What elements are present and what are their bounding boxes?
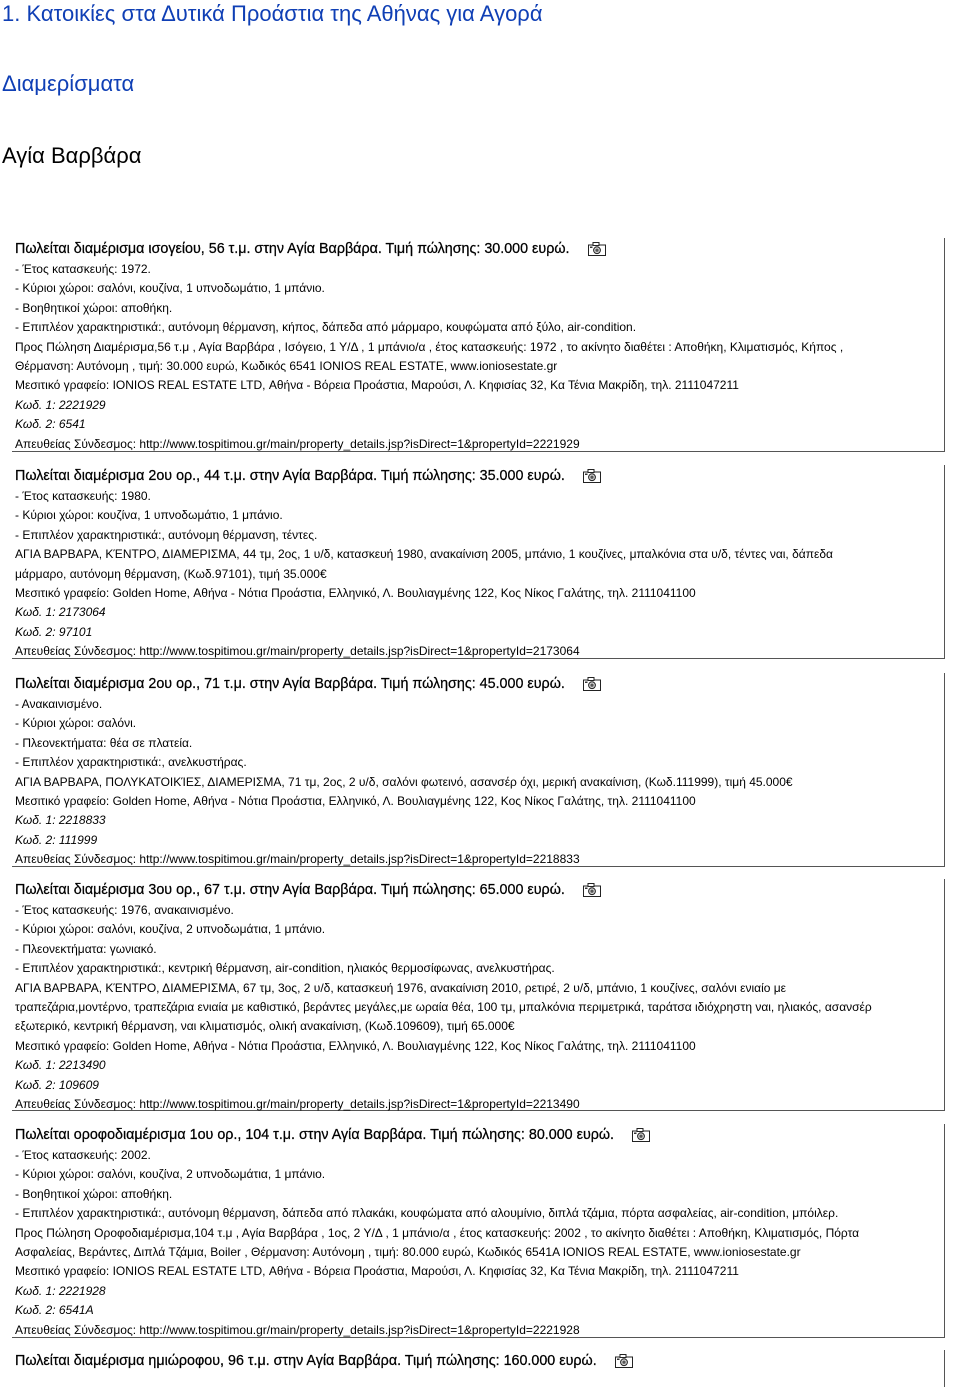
listing-line: - Κύριοι χώροι: σαλόνι. bbox=[15, 716, 137, 731]
listing-title-text: Πωλείται διαμέρισμα 3ου ορ., 67 τ.μ. στην Αγία Βαρβάρα. Τιμή πώλησης: 65.000 ευρώ. bbox=[15, 882, 565, 898]
listing-title bbox=[15, 238, 944, 260]
listing-code-2: Κωδ. 2: 109609 bbox=[15, 1077, 99, 1092]
listing-direct-link[interactable]: Απευθείας Σύνδεσμος: http://www.tospitimou.gr/main/property_details.jsp?isDirect=1&propertyId=2221928 bbox=[15, 1322, 580, 1337]
camera-icon[interactable] bbox=[583, 677, 601, 691]
camera-icon[interactable] bbox=[615, 1354, 633, 1368]
listing-title-text: Πωλείται διαμέρισμα ημιώροφου, 96 τ.μ. στην Αγία Βαρβάρα. Τιμή πώλησης: 160.000 ευρώ. bbox=[15, 1353, 597, 1369]
listing-title bbox=[15, 465, 944, 487]
listing-code-2: Κωδ. 2: 111999 bbox=[15, 832, 98, 847]
listing-code-1: Κωδ. 1: 2218833 bbox=[15, 813, 106, 828]
listing-line: Θέρμανση: Αυτόνομη , τιμή: 30.000 ευρώ, Κωδικός 6541 IONIOS REAL ESTATE, www.ioniosestate.gr bbox=[15, 359, 558, 374]
listing-title bbox=[15, 879, 944, 901]
listing-line: - Πλεονεκτήματα: γωνιακό. bbox=[15, 941, 157, 956]
listing-line: - Έτος κατασκευής: 2002. bbox=[15, 1148, 151, 1162]
listing-card bbox=[12, 238, 945, 452]
listing-line: - Βοηθητικοί χώροι: αποθήκη. bbox=[15, 300, 173, 315]
listing-title-text: Πωλείται οροφοδιαμέρισμα 1ου ορ., 104 τ.μ. στην Αγία Βαρβάρα. Τιμή πώλησης: 80.000 ευρώ. bbox=[15, 1127, 615, 1143]
listing-title bbox=[15, 1350, 944, 1372]
listing-line: - Κύριοι χώροι: σαλόνι, κουζίνα, 1 υπνοδωμάτιο, 1 μπάνιο. bbox=[15, 281, 325, 296]
camera-icon[interactable] bbox=[583, 883, 601, 897]
listing-card bbox=[12, 673, 945, 867]
listing-card bbox=[12, 1350, 945, 1387]
category-heading: Διαμερίσματα bbox=[2, 71, 135, 96]
camera-icon[interactable] bbox=[632, 1128, 650, 1142]
listing-direct-link[interactable]: Απευθείας Σύνδεσμος: http://www.tospitimou.gr/main/property_details.jsp?isDirect=1&propertyId=2173064 bbox=[15, 644, 580, 659]
listing-line: ΑΓΙΑ ΒΑΡΒΑΡΑ, ΠΟΛΥΚΑΤΟΙΚΊΕΣ, ΔΙΑΜΕΡΙΣΜΑ, 71 τμ, 2ος, 2 υ/δ, σαλόνι φωτεινό, ασανσέρ όχι, μερική ανακαίνιση, (Κωδ.111999), τιμή 45.000€ bbox=[15, 774, 793, 789]
listing-title bbox=[15, 673, 944, 695]
listing-line: Προς Πώληση Οροφοδιαμέρισμα,104 τ.μ , Αγία Βαρβάρα , 1ος, 2 Υ/Δ , 1 μπάνιο/α , έτος κατασκευής: 2002 , το ακίνητο διαθέτει : Αποθήκη, Κλιματισμός, Πόρτα bbox=[15, 1225, 860, 1240]
listing-line: εξωτερικό, κεντρική θέρμανση, ναι κλιματισμός, ολική ανακαίνιση, (Κωδ.109609), τιμή 65.000€ bbox=[15, 1019, 515, 1034]
listing-title bbox=[15, 1124, 944, 1146]
listing-title-text: Πωλείται διαμέρισμα 2ου ορ., 71 τ.μ. στην Αγία Βαρβάρα. Τιμή πώλησης: 45.000 ευρώ. bbox=[15, 676, 565, 692]
listing-line: - Έτος κατασκευής: 1980. bbox=[15, 489, 151, 503]
listing-code-2: Κωδ. 2: 6541Α bbox=[15, 1303, 94, 1318]
area-heading: Αγία Βαρβάρα bbox=[2, 143, 142, 168]
camera-icon[interactable] bbox=[588, 242, 606, 256]
listing-line: - Κύριοι χώροι: κουζίνα, 1 υπνοδωμάτιο, 1 μπάνιο. bbox=[15, 508, 283, 523]
camera-icon[interactable] bbox=[583, 469, 601, 483]
listing-line: ΑΓΙΑ ΒΑΡΒΑΡΑ, ΚΈΝΤΡΟ, ΔΙΑΜΕΡΙΣΜΑ, 44 τμ, 2ος, 1 υ/δ, κατασκευή 1980, ανακαίνιση 2005, μπάνιο, 1 κουζίνες, μπαλκόνια στα υ/δ, τέντες ναι, δάπεδα bbox=[15, 547, 833, 562]
listing-line: - Πλεονεκτήματα: θέα σε πλατεία. bbox=[15, 735, 193, 750]
listing-line: μάρμαρο, αυτόνομη θέρμανση, (Κωδ.97101), τιμή 35.000€ bbox=[15, 566, 327, 581]
listing-line: - Κύριοι χώροι: σαλόνι, κουζίνα, 2 υπνοδωμάτια, 1 μπάνιο. bbox=[15, 1167, 326, 1182]
listing-line: - Βοηθητικοί χώροι: αποθήκη. bbox=[15, 1186, 173, 1201]
listing-direct-link[interactable]: Απευθείας Σύνδεσμος: http://www.tospitimou.gr/main/property_details.jsp?isDirect=1&propertyId=2221929 bbox=[15, 436, 580, 451]
listing-line: - Επιπλέον χαρακτηριστικά:, κεντρική θέρμανση, air-condition, ηλιακός θερμοσίφωνας, ανελκυστήρας. bbox=[15, 961, 555, 976]
listing-code-2: Κωδ. 2: 6541 bbox=[15, 417, 86, 432]
listing-line: - Επιπλέον χαρακτηριστικά:, ανελκυστήρας. bbox=[15, 755, 247, 770]
listing-line: Μεσιτικό γραφείο: IONIOS REAL ESTATE LTD, Αθήνα - Βόρεια Προάστια, Μαρούσι, Λ. Κηφισίας 32, Κα Τένια Μακρίδη, τηλ. 2111047211 bbox=[15, 1264, 739, 1279]
listing-line: - Έτος κατασκευής: 1972. bbox=[15, 262, 151, 276]
listing-line: Μεσιτικό γραφείο: IONIOS REAL ESTATE LTD, Αθήνα - Βόρεια Προάστια, Μαρούσι, Λ. Κηφισίας 32, Κα Τένια Μακρίδη, τηλ. 2111047211 bbox=[15, 378, 739, 393]
listing-line: Μεσιτικό γραφείο: Golden Home, Αθήνα - Νότια Προάστια, Ελληνικό, Λ. Βουλιαγμένης 122, Κος Νίκος Γαλάτης, τηλ. 2111041100 bbox=[15, 1038, 696, 1053]
listing-line: Μεσιτικό γραφείο: Golden Home, Αθήνα - Νότια Προάστια, Ελληνικό, Λ. Βουλιαγμένης 122, Κος Νίκος Γαλάτης, τηλ. 2111041100 bbox=[15, 586, 696, 601]
listing-line: ΑΓΙΑ ΒΑΡΒΑΡΑ, ΚΈΝΤΡΟ, ΔΙΑΜΕΡΙΣΜΑ, 67 τμ, 3ος, 2 υ/δ, κατασκευή 1976, ανακαίνιση 2010, ρετιρέ, 2 υ/δ, μπάνιο, 1 κουζίνες, σαλόνι ενιαίο με bbox=[15, 980, 787, 995]
listing-line: - Κύριοι χώροι: σαλόνι, κουζίνα, 2 υπνοδωμάτια, 1 μπάνιο. bbox=[15, 922, 326, 937]
listing-line: - Επιπλέον χαρακτηριστικά:, αυτόνομη θέρμανση, κήπος, δάπεδα από μάρμαρο, κουφώματα από ξύλο, air-condition. bbox=[15, 320, 637, 335]
listing-direct-link[interactable]: Απευθείας Σύνδεσμος: http://www.tospitimou.gr/main/property_details.jsp?isDirect=1&propertyId=2213490 bbox=[15, 1097, 580, 1112]
listing-line: Προς Πώληση Διαμέρισμα,56 τ.μ , Αγία Βαρβάρα , Ισόγειο, 1 Υ/Δ , 1 μπάνιο/α , έτος κατασκευής: 1972 , το ακίνητο διαθέτει : Αποθήκη, Κλιματισμός, Κήπος , bbox=[15, 339, 844, 354]
listing-card bbox=[12, 1124, 945, 1338]
listing-line: - Επιπλέον χαρακτηριστικά:, αυτόνομη θέρμανση, τέντες. bbox=[15, 527, 318, 542]
listing-card bbox=[12, 465, 945, 659]
listing-code-1: Κωδ. 1: 2213490 bbox=[15, 1058, 106, 1073]
listing-line: Μεσιτικό γραφείο: Golden Home, Αθήνα - Νότια Προάστια, Ελληνικό, Λ. Βουλιαγμένης 122, Κος Νίκος Γαλάτης, τηλ. 2111041100 bbox=[15, 794, 696, 809]
listing-direct-link[interactable]: Απευθείας Σύνδεσμος: http://www.tospitimou.gr/main/property_details.jsp?isDirect=1&propertyId=2218833 bbox=[15, 852, 580, 867]
listing-title-text: Πωλείται διαμέρισμα 2ου ορ., 44 τ.μ. στην Αγία Βαρβάρα. Τιμή πώλησης: 35.000 ευρώ. bbox=[15, 468, 565, 484]
listing-title-text: Πωλείται διαμέρισμα ισογείου, 56 τ.μ. στην Αγία Βαρβάρα. Τιμή πώλησης: 30.000 ευρώ. bbox=[15, 241, 570, 257]
listing-line: - Έτος κατασκευής: 1976, ανακαινισμένο. bbox=[15, 903, 234, 917]
listing-line: - Επιπλέον χαρακτηριστικά:, αυτόνομη θέρμανση, δάπεδα από πλακάκι, κουφώματα από αλουμίνιο, διπλά τζάμια, πόρτα ασφαλείας, air-condition, μπόιλερ. bbox=[15, 1206, 839, 1221]
listing-card bbox=[12, 879, 945, 1111]
page-heading: 1. Κατοικίες στα Δυτικά Προάστια της Αθήνας για Αγορά bbox=[2, 1, 543, 26]
listing-code-2: Κωδ. 2: 97101 bbox=[15, 624, 93, 639]
listing-line: - Ανακαινισμένο. bbox=[15, 697, 103, 711]
listing-code-1: Κωδ. 1: 2221929 bbox=[15, 397, 106, 412]
listing-code-1: Κωδ. 1: 2173064 bbox=[15, 605, 106, 620]
listing-code-1: Κωδ. 1: 2221928 bbox=[15, 1283, 106, 1298]
listing-line: Ασφαλείας, Βεράντες, Διπλά Τζάμια, Boiler , Θέρμανση: Αυτόνομη , τιμή: 80.000 ευρώ, Κωδικός 6541Α IONIOS REAL ESTATE, www.ioniosestate.gr bbox=[15, 1245, 801, 1260]
listing-line: τραπεζάρια,μοντέρνο, τραπεζάρια ενιαία με καθιστικό, βεράντες μεγάλες,με ωραία θέα, 100 τμ, μπαλκόνια περιμετρικά, ταράτσα ιδιόχρηστη ναι, ηλιακός, ασανσέρ bbox=[15, 1000, 872, 1015]
